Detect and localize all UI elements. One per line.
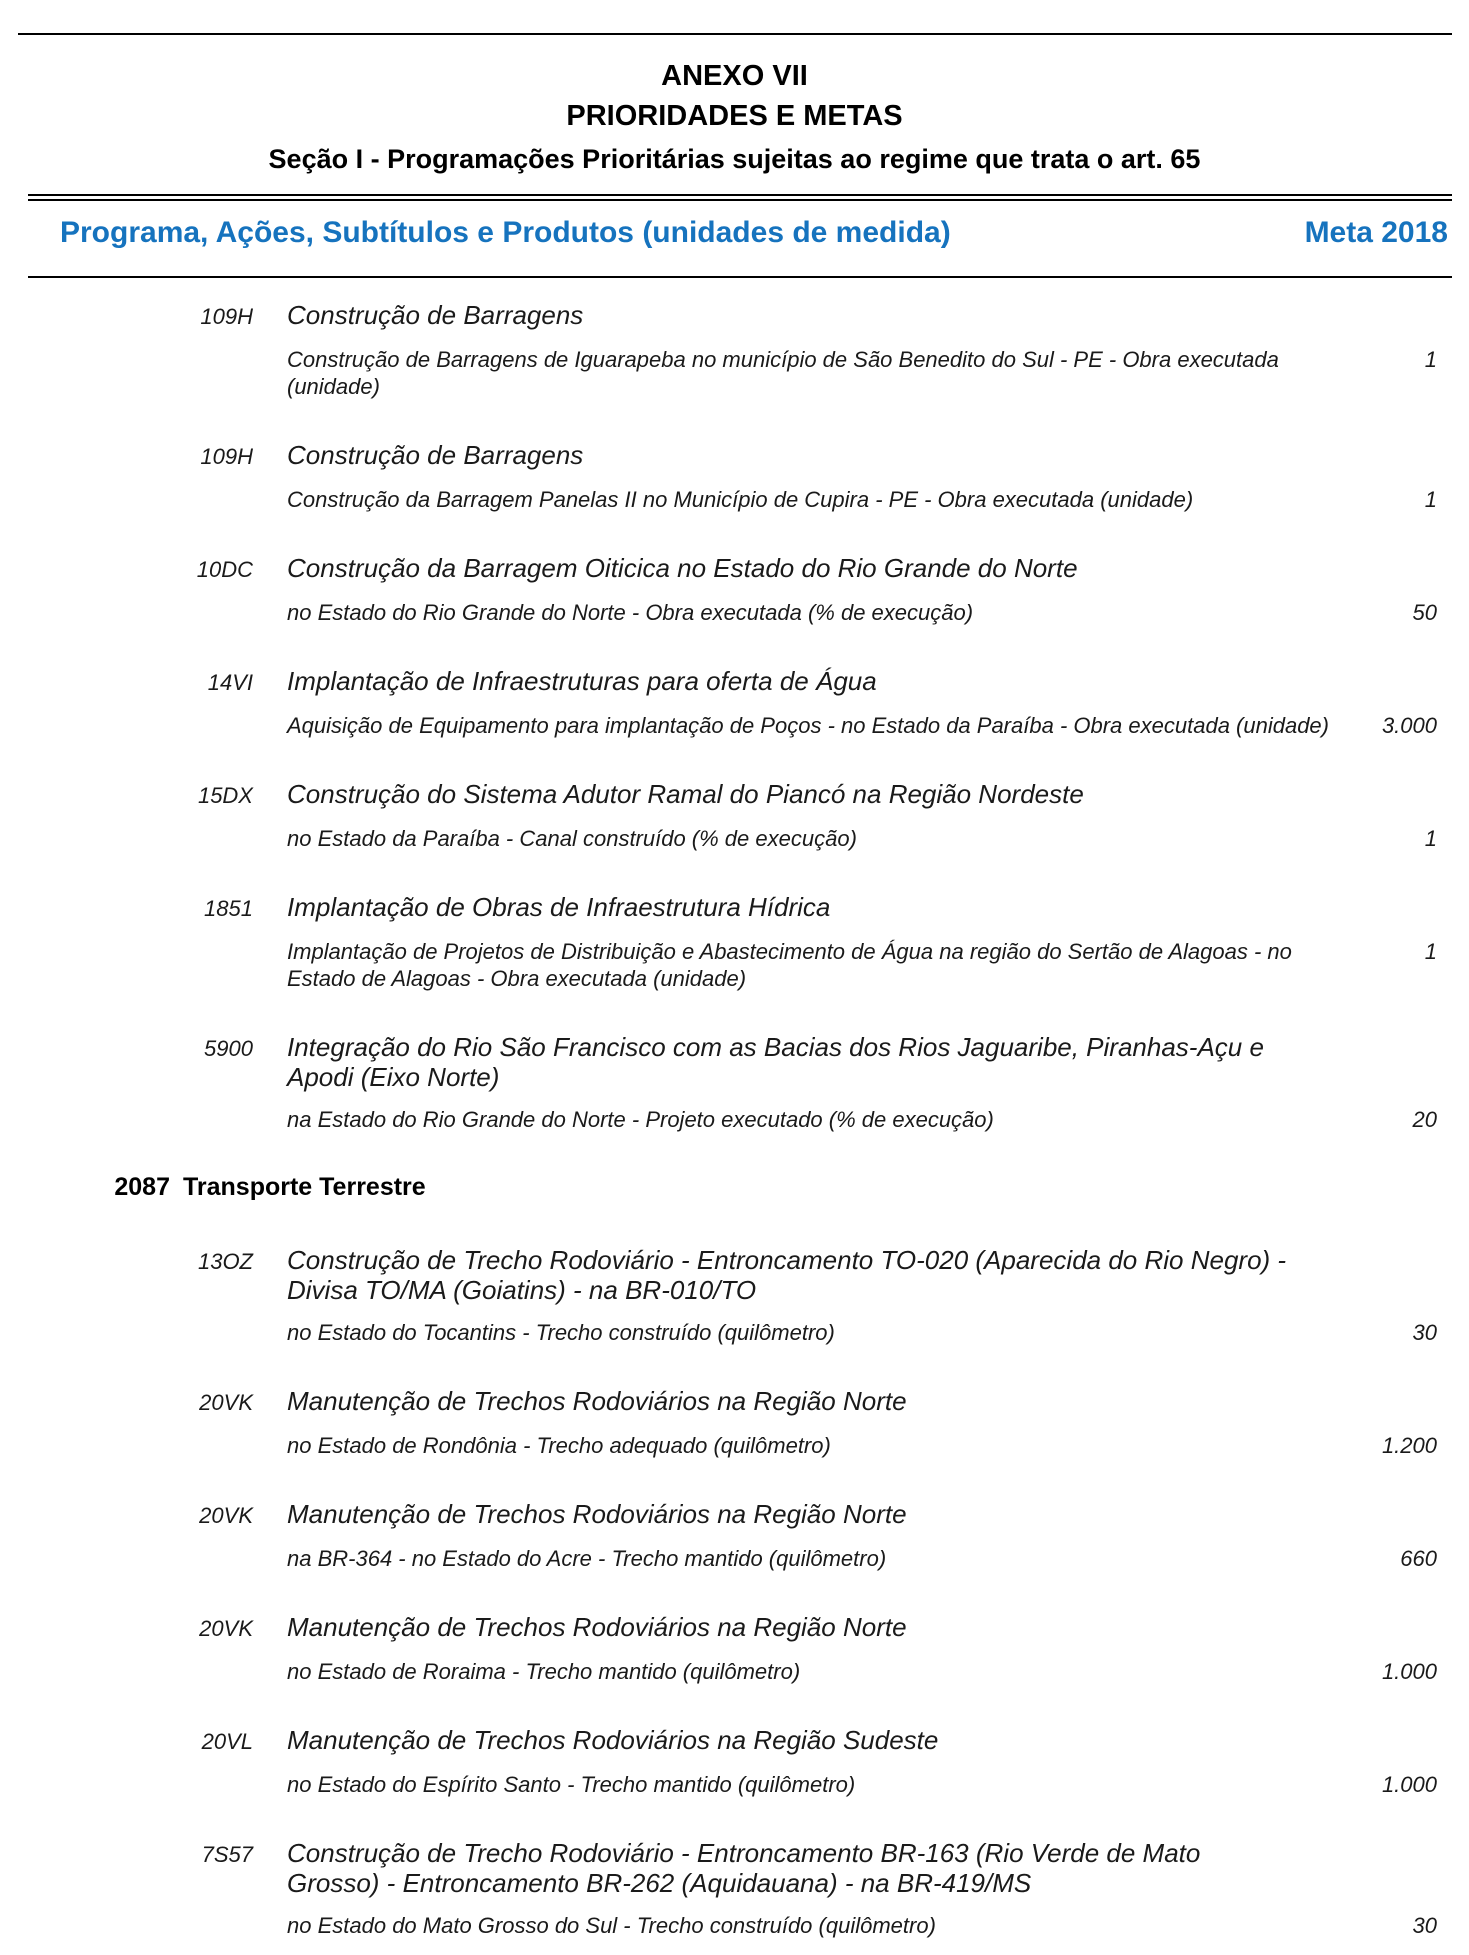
action-entry — [0, 553, 1469, 626]
table-header — [60, 213, 1448, 253]
meta-value: 20 — [1412, 1107, 1437, 1132]
document-heading — [0, 56, 1469, 176]
meta-value: 30 — [1412, 1913, 1437, 1938]
action-code: 109H — [200, 304, 253, 329]
meta-value: 3.000 — [1381, 713, 1437, 738]
meta-value: 1.000 — [1381, 1772, 1437, 1797]
action-entry — [0, 1838, 1469, 1939]
action-code: 20VL — [201, 1729, 253, 1754]
action-entry — [0, 1725, 1469, 1798]
double-divider — [28, 194, 1452, 201]
action-subtitle: no Estado do Rio Grande do Norte - Obra executada (% de execução) — [287, 600, 974, 625]
action-title: Manutenção de Trechos Rodoviários na Região Norte — [287, 1499, 907, 1529]
action-title: Construção do Sistema Adutor Ramal do Piancó na Região Nordeste — [287, 779, 1084, 809]
program-code: 2087 — [114, 1173, 170, 1201]
action-entry — [0, 1032, 1469, 1133]
action-entry — [0, 666, 1469, 739]
meta-value: 30 — [1412, 1320, 1437, 1345]
action-code: 14VI — [207, 670, 253, 695]
action-code: 109H — [200, 444, 253, 469]
meta-value: 1 — [1424, 487, 1437, 512]
action-entry — [0, 1612, 1469, 1685]
program-name: Transporte Terrestre — [183, 1173, 426, 1201]
action-title: Construção de Trecho Rodoviário - Entroncamento BR-163 (Rio Verde de Mato Grosso) - Entroncamento BR-262 (Aquidauana) - na BR-419/MS — [287, 1838, 1201, 1898]
action-subtitle: no Estado do Mato Grosso do Sul - Trecho construído (quilômetro) — [287, 1913, 936, 1938]
action-code: 20VK — [199, 1616, 253, 1641]
action-code: 7S57 — [201, 1842, 253, 1867]
action-code: 15DX — [197, 783, 253, 808]
action-subtitle: na BR-364 - no Estado do Acre - Trecho mantido (quilômetro) — [287, 1546, 887, 1571]
annex-title: ANEXO VII — [661, 60, 808, 92]
action-code: 20VK — [199, 1503, 253, 1528]
section-subtitle: Seção I - Programações Prioritárias sujeitas ao regime que trata o art. 65 — [268, 144, 1201, 174]
action-subtitle: no Estado da Paraíba - Canal construído (% de execução) — [287, 826, 857, 851]
action-entry — [0, 440, 1469, 513]
action-subtitle: Construção de Barragens de Iguarapeba no município de São Benedito do Sul - PE - Obra executada (unidade) — [287, 347, 1279, 399]
action-entry — [0, 892, 1469, 992]
action-title: Construção da Barragem Oiticica no Estado do Rio Grande do Norte — [287, 553, 1078, 583]
doc-title: PRIORIDADES E METAS — [566, 100, 903, 132]
action-code: 13OZ — [197, 1249, 253, 1274]
action-title: Implantação de Obras de Infraestrutura Hídrica — [287, 892, 831, 922]
action-subtitle: no Estado de Roraima - Trecho mantido (quilômetro) — [287, 1659, 801, 1684]
action-subtitle: Aquisição de Equipamento para implantação de Poços - no Estado da Paraíba - Obra executada (unidade) — [287, 713, 1329, 738]
action-code: 20VK — [199, 1390, 253, 1415]
action-code: 10DC — [196, 557, 253, 582]
action-title: Manutenção de Trechos Rodoviários na Região Norte — [287, 1386, 907, 1416]
action-subtitle: no Estado do Espírito Santo - Trecho mantido (quilômetro) — [287, 1772, 856, 1797]
meta-value: 1.200 — [1381, 1433, 1437, 1458]
action-title: Integração do Rio São Francisco com as Bacias dos Rios Jaguaribe, Piranhas-Açu e Apodi (Eixo Norte) — [287, 1032, 1264, 1092]
column-header-programs: Programa, Ações, Subtítulos e Produtos (unidades de medida) — [60, 216, 951, 249]
action-title: Manutenção de Trechos Rodoviários na Região Sudeste — [287, 1725, 939, 1755]
action-subtitle: Implantação de Projetos de Distribuição e Abastecimento de Água na região do Sertão de Alagoas - no Estado de Alagoas - Obra executada (unidade) — [287, 939, 1292, 991]
action-entry — [0, 300, 1469, 400]
action-code: 5900 — [204, 1036, 253, 1061]
meta-value: 660 — [1400, 1546, 1437, 1571]
program-heading — [0, 1173, 1469, 1201]
action-title: Construção de Trecho Rodoviário - Entroncamento TO-020 (Aparecida do Rio Negro) - Divisa TO/MA (Goiatins) - na BR-010/TO — [287, 1245, 1287, 1305]
top-rule — [18, 33, 1452, 35]
action-subtitle: Construção da Barragem Panelas II no Município de Cupira - PE - Obra executada (unidade) — [287, 487, 1194, 512]
action-subtitle: no Estado de Rondônia - Trecho adequado (quilômetro) — [287, 1433, 831, 1458]
action-subtitle: na Estado do Rio Grande do Norte - Projeto executado (% de execução) — [287, 1107, 994, 1132]
action-subtitle: no Estado do Tocantins - Trecho construído (quilômetro) — [287, 1320, 835, 1345]
action-title: Construção de Barragens — [287, 300, 584, 330]
action-entry — [0, 779, 1469, 852]
column-header-meta: Meta 2018 — [1304, 216, 1448, 249]
action-title: Manutenção de Trechos Rodoviários na Região Norte — [287, 1612, 907, 1642]
action-entry — [0, 1499, 1469, 1572]
action-title: Construção de Barragens — [287, 440, 584, 470]
action-entry — [0, 1386, 1469, 1459]
action-entry — [0, 1245, 1469, 1346]
action-title: Implantação de Infraestruturas para oferta de Água — [287, 666, 877, 696]
table-body — [0, 278, 1469, 1955]
meta-value: 1 — [1424, 826, 1437, 851]
meta-value: 1 — [1424, 939, 1437, 964]
action-code: 1851 — [204, 896, 253, 921]
meta-value: 50 — [1412, 600, 1437, 625]
meta-value: 1.000 — [1381, 1659, 1437, 1684]
meta-value: 1 — [1424, 347, 1437, 372]
